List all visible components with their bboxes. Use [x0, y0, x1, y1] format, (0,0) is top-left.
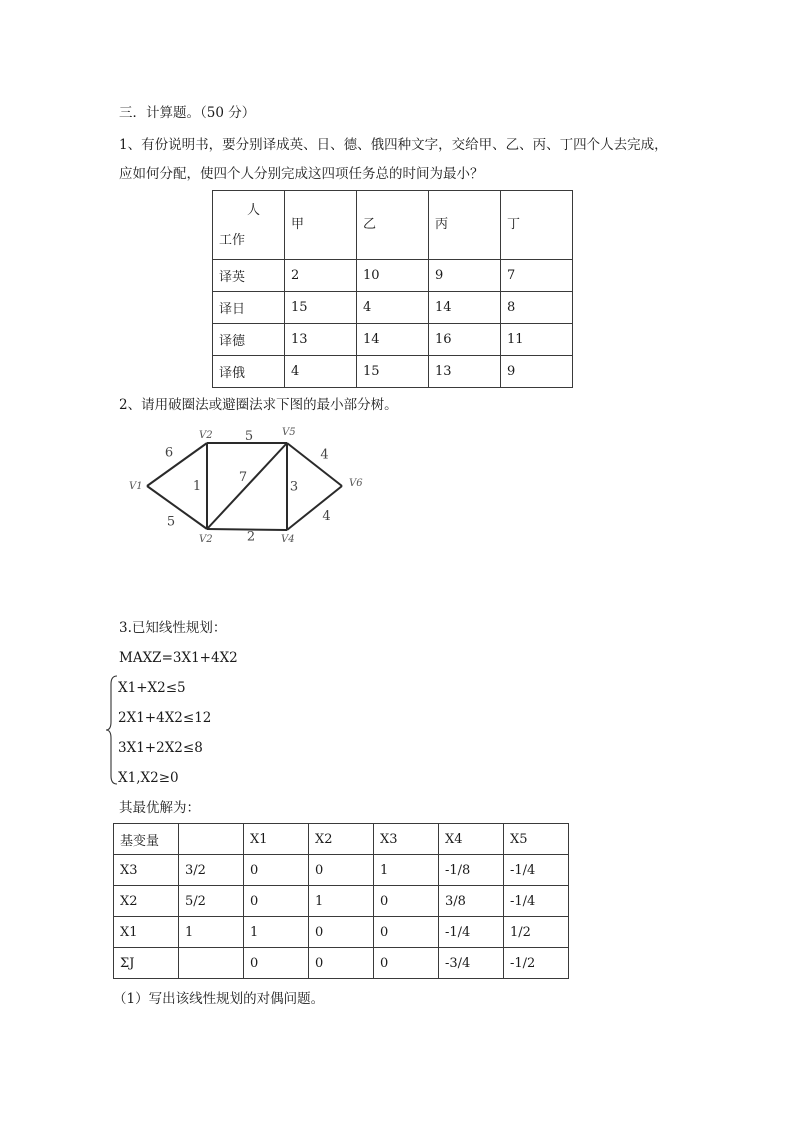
edge-weight-label: 7: [238, 470, 248, 485]
value-cell: 15: [357, 356, 429, 388]
cell: X2: [114, 886, 179, 917]
value-cell: 7: [501, 260, 573, 292]
task-cell: 译俄: [213, 356, 285, 388]
edge-weight-label: 4: [320, 447, 329, 463]
cell: -1/4: [504, 855, 569, 886]
vertex-label-v5: V5: [282, 427, 296, 438]
column-header: X4: [439, 824, 504, 855]
column-header: 基变量: [114, 824, 179, 855]
value-cell: 2: [285, 260, 357, 292]
cell: 0: [374, 948, 439, 979]
column-header: 丁: [501, 191, 573, 260]
column-header: 乙: [357, 191, 429, 260]
graph-edges: [147, 429, 342, 545]
value-cell: 8: [501, 292, 573, 324]
table-row: [213, 324, 573, 356]
cell: 3/8: [439, 886, 504, 917]
value-cell: 14: [357, 324, 429, 356]
value-cell: 15: [285, 292, 357, 324]
value-cell: 13: [429, 356, 501, 388]
table-header-row: [114, 824, 569, 855]
column-header: 丙: [429, 191, 501, 260]
vertex-label-v4: V4: [281, 534, 295, 545]
value-cell: 14: [429, 292, 501, 324]
sub-question-1: （1）写出该线性规划的对偶问题。: [113, 991, 325, 1007]
vertex-label-v2bot: V2: [199, 534, 213, 545]
cell: -1/2: [504, 948, 569, 979]
cell: 0: [244, 855, 309, 886]
edge-weight-label: 5: [166, 514, 176, 530]
edge-weight-label: 4: [322, 509, 331, 524]
cell: [179, 948, 244, 979]
table-row: [213, 356, 573, 388]
corner-cell: [213, 191, 285, 260]
value-cell: 4: [357, 292, 429, 324]
cell: -3/4: [439, 948, 504, 979]
vertex-label-v1: V1: [129, 481, 143, 492]
cell: 0: [374, 917, 439, 948]
column-header: [179, 824, 244, 855]
task-cell: 译日: [213, 292, 285, 324]
cell: -1/4: [439, 917, 504, 948]
table-row: [114, 855, 569, 886]
vertex-label-v6: V6: [349, 478, 363, 489]
column-header: X3: [374, 824, 439, 855]
cell: 1/2: [504, 917, 569, 948]
corner-person-label: 人: [247, 203, 261, 218]
table-row: [213, 292, 573, 324]
table-row: [114, 948, 569, 979]
q1-text-line1: 1、有份说明书，要分别译成英、日、德、俄四种文字，交给甲、乙、丙、丁四个人去完成，: [119, 137, 668, 153]
value-cell: 11: [501, 324, 573, 356]
task-cell: 译英: [213, 260, 285, 292]
cell: X3: [114, 855, 179, 886]
cell: 1: [244, 917, 309, 948]
q1-text-line2: 应如何分配，使四个人分别完成这四项任务总的时间为最小？: [119, 166, 484, 182]
cell: 1: [179, 917, 244, 948]
edge-weight-label: 1: [192, 479, 202, 494]
column-header: X2: [309, 824, 374, 855]
constraint: X1+X2≤5: [118, 680, 186, 696]
corner-task-label: 工作: [219, 233, 246, 248]
column-header: 甲: [285, 191, 357, 260]
column-header: X1: [244, 824, 309, 855]
cell: -1/8: [439, 855, 504, 886]
value-cell: 9: [429, 260, 501, 292]
cell: 1: [309, 886, 374, 917]
cell: 0: [309, 855, 374, 886]
section-title: 三．计算题。（50 分）: [119, 105, 256, 121]
table-row: [114, 886, 569, 917]
table-header-row: [213, 191, 573, 260]
constraint: X1,X2≥0: [118, 770, 179, 786]
cell: X1: [114, 917, 179, 948]
graph-edge-v2bot-v5: [207, 443, 287, 529]
constraint: 2X1+4X2≤12: [118, 710, 212, 726]
objective-function: MAXZ=3X1+4X2: [119, 650, 238, 666]
constraint: 3X1+2X2≤8: [118, 740, 203, 756]
cell: 5/2: [179, 886, 244, 917]
cell: 0: [244, 948, 309, 979]
cell: 0: [244, 886, 309, 917]
value-cell: 13: [285, 324, 357, 356]
edge-weight-label: 3: [289, 479, 299, 495]
edge-weight-label: 6: [164, 445, 174, 461]
assignment-table: [212, 190, 573, 388]
q2-text: 2、请用破圈法或避圈法求下图的最小部分树。: [119, 397, 398, 413]
cell: 3/2: [179, 855, 244, 886]
table-row: [213, 260, 573, 292]
table-row: [114, 917, 569, 948]
brace-icon: [105, 674, 119, 786]
value-cell: 10: [357, 260, 429, 292]
cell: 0: [374, 886, 439, 917]
value-cell: 4: [285, 356, 357, 388]
simplex-table: [113, 823, 569, 979]
cell: 1: [374, 855, 439, 886]
column-header: X5: [504, 824, 569, 855]
cell: -1/4: [504, 886, 569, 917]
optimal-solution-label: 其最优解为：: [119, 800, 200, 816]
graph-diagram: [120, 420, 380, 550]
cell: ΣJ: [114, 948, 179, 979]
task-cell: 译德: [213, 324, 285, 356]
vertex-label-v2top: V2: [199, 430, 213, 441]
cell: 0: [309, 917, 374, 948]
q3-title: 3.已知线性规划：: [119, 620, 227, 636]
edge-weight-label: 5: [244, 429, 254, 444]
edge-weight-label: 2: [246, 529, 256, 545]
value-cell: 9: [501, 356, 573, 388]
cell: 0: [309, 948, 374, 979]
value-cell: 16: [429, 324, 501, 356]
